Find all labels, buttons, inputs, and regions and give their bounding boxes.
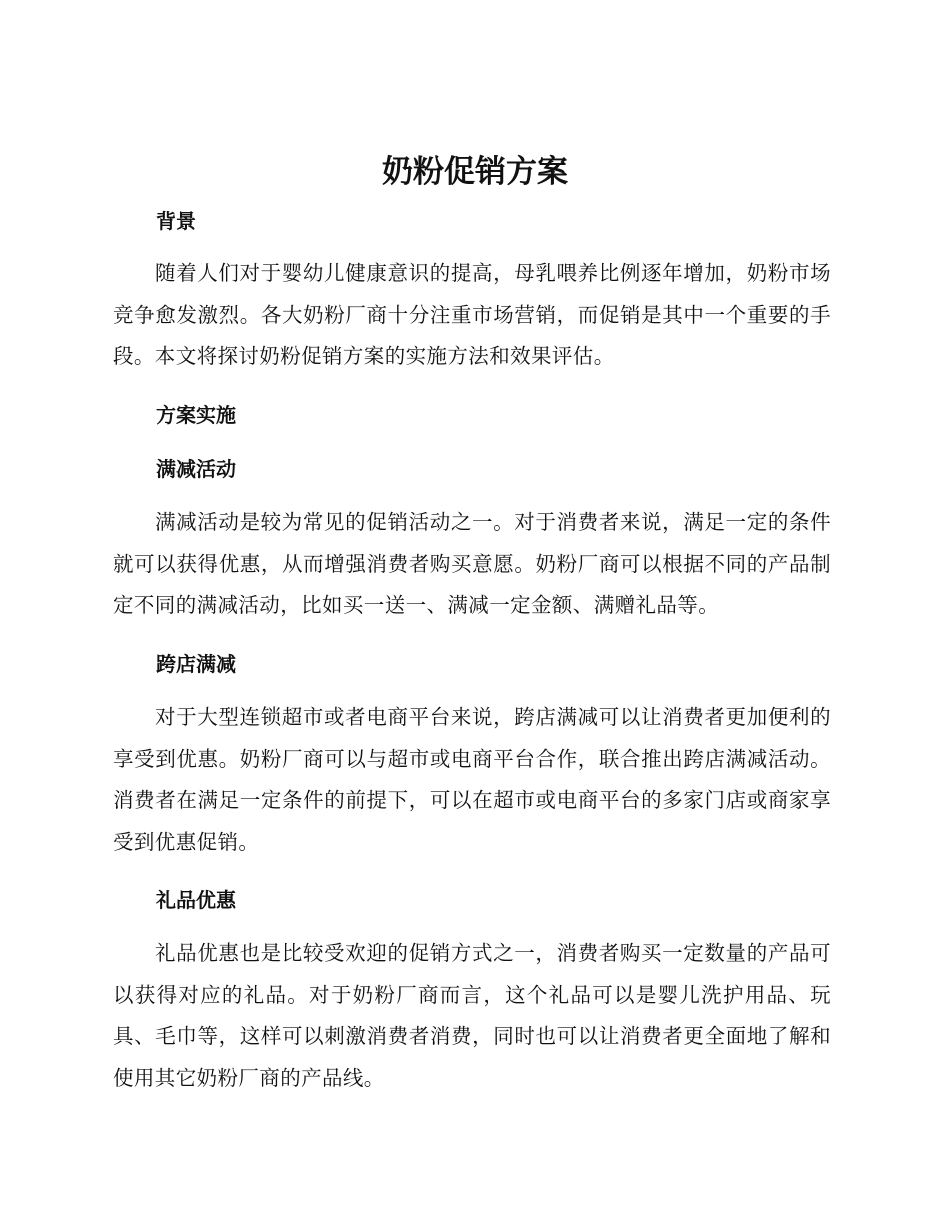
paragraph-gift: 礼品优惠也是比较受欢迎的促销方式之一，消费者购买一定数量的产品可以获得对应的礼品。对于奶粉厂商而言，这个礼品可以是婴儿洗护用品、玩具、毛巾等，这样可以刺激消费者消费，同时也可以让消费者更全面地了解和使用其它奶粉厂商的产品线。	[113, 941, 831, 1090]
section-heading-implementation: 方案实施	[156, 403, 236, 427]
paragraph-background: 随着人们对于婴幼儿健康意识的提高，母乳喂养比例逐年增加，奶粉市场竞争愈发激烈。各大奶粉厂商十分注重市场营销，而促销是其中一个重要的手段。本文将探讨奶粉促销方案的实施方法和效果评估。	[113, 261, 831, 368]
paragraph-discount: 满减活动是较为常见的促销活动之一。对于消费者来说，满足一定的条件就可以获得优惠，从而增强消费者购买意愿。奶粉厂商可以根据不同的产品制定不同的满减活动，比如买一送一、满减一定金额、满赠礼品等。	[113, 510, 831, 617]
section-heading-background: 背景	[156, 209, 196, 233]
section-heading-discount: 满减活动	[156, 457, 236, 481]
page-title: 奶粉促销方案	[382, 154, 568, 190]
section-heading-cross-store: 跨店满减	[156, 652, 236, 676]
paragraph-cross-store: 对于大型连锁超市或者电商平台来说，跨店满减可以让消费者更加便利的享受到优惠。奶粉厂商可以与超市或电商平台合作，联合推出跨店满减活动。消费者在满足一定条件的前提下，可以在超市或电商平台的多家门店或商家享受到优惠促销。	[113, 705, 831, 854]
section-heading-gift: 礼品优惠	[156, 888, 236, 912]
